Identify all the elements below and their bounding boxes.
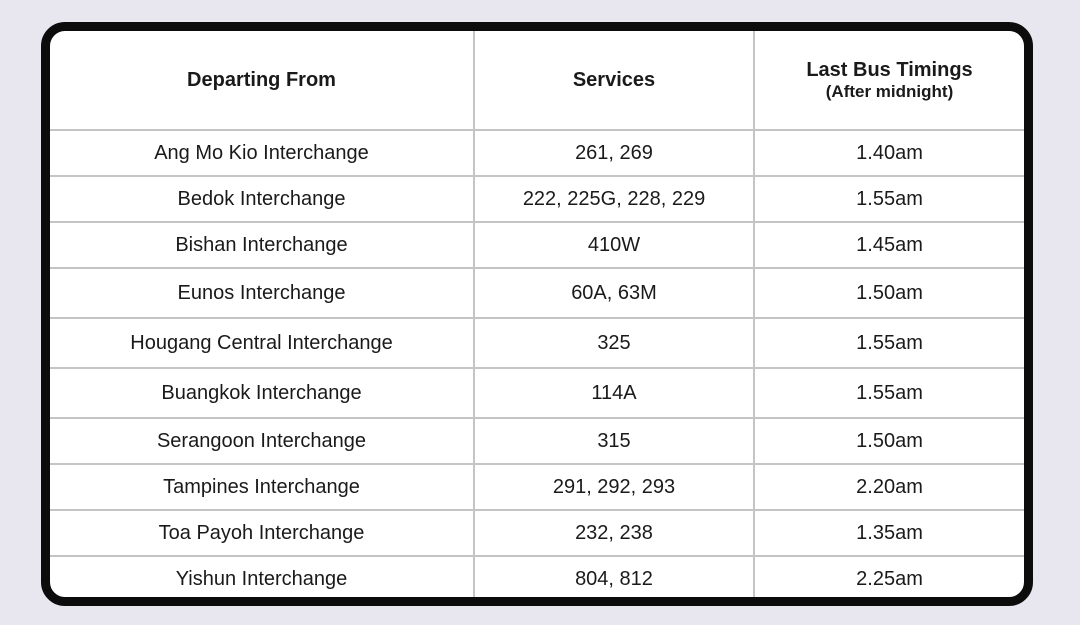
cell-departing-from: Yishun Interchange [50, 556, 474, 602]
cell-last-bus-time: 1.35am [754, 510, 1024, 556]
cell-services: 325 [474, 318, 754, 368]
cell-departing-from: Bishan Interchange [50, 222, 474, 268]
cell-departing-from: Hougang Central Interchange [50, 318, 474, 368]
header-services: Services [474, 31, 754, 130]
table-row [50, 418, 1024, 464]
cell-services: 232, 238 [474, 510, 754, 556]
table-row [50, 510, 1024, 556]
cell-departing-from: Bedok Interchange [50, 176, 474, 222]
cell-last-bus-time: 1.45am [754, 222, 1024, 268]
header-departing-from: Departing From [50, 31, 474, 130]
table-header-row [50, 31, 1024, 130]
cell-departing-from: Ang Mo Kio Interchange [50, 130, 474, 176]
table-row [50, 268, 1024, 318]
bus-timings-card [41, 22, 1033, 606]
cell-last-bus-time: 1.50am [754, 268, 1024, 318]
table-row [50, 368, 1024, 418]
cell-last-bus-time: 1.55am [754, 368, 1024, 418]
cell-services: 804, 812 [474, 556, 754, 602]
table-row [50, 130, 1024, 176]
cell-services: 261, 269 [474, 130, 754, 176]
cell-last-bus-time: 1.55am [754, 176, 1024, 222]
header-last-bus-timings-subtitle: (After midnight) [825, 82, 954, 101]
table-row [50, 222, 1024, 268]
cell-services: 291, 292, 293 [474, 464, 754, 510]
cell-departing-from: Tampines Interchange [50, 464, 474, 510]
header-last-bus-timings-title: Last Bus Timings [806, 59, 973, 81]
cell-departing-from: Serangoon Interchange [50, 418, 474, 464]
cell-services: 114A [474, 368, 754, 418]
cell-departing-from: Toa Payoh Interchange [50, 510, 474, 556]
table-row [50, 556, 1024, 602]
cell-last-bus-time: 1.50am [754, 418, 1024, 464]
cell-departing-from: Eunos Interchange [50, 268, 474, 318]
cell-services: 315 [474, 418, 754, 464]
cell-last-bus-time: 2.25am [856, 568, 923, 590]
cell-last-bus-time: 1.55am [754, 318, 1024, 368]
last-bus-table [50, 31, 1024, 602]
cell-services: 410W [474, 222, 754, 268]
table-row [50, 176, 1024, 222]
header-last-bus-timings [754, 31, 1024, 130]
cell-last-bus-time: 2.20am [754, 464, 1024, 510]
cell-services: 60A, 63M [474, 268, 754, 318]
table-row [50, 318, 1024, 368]
cell-departing-from: Buangkok Interchange [50, 368, 474, 418]
table-row [50, 464, 1024, 510]
cell-services: 222, 225G, 228, 229 [474, 176, 754, 222]
cell-last-bus-time: 1.40am [754, 130, 1024, 176]
